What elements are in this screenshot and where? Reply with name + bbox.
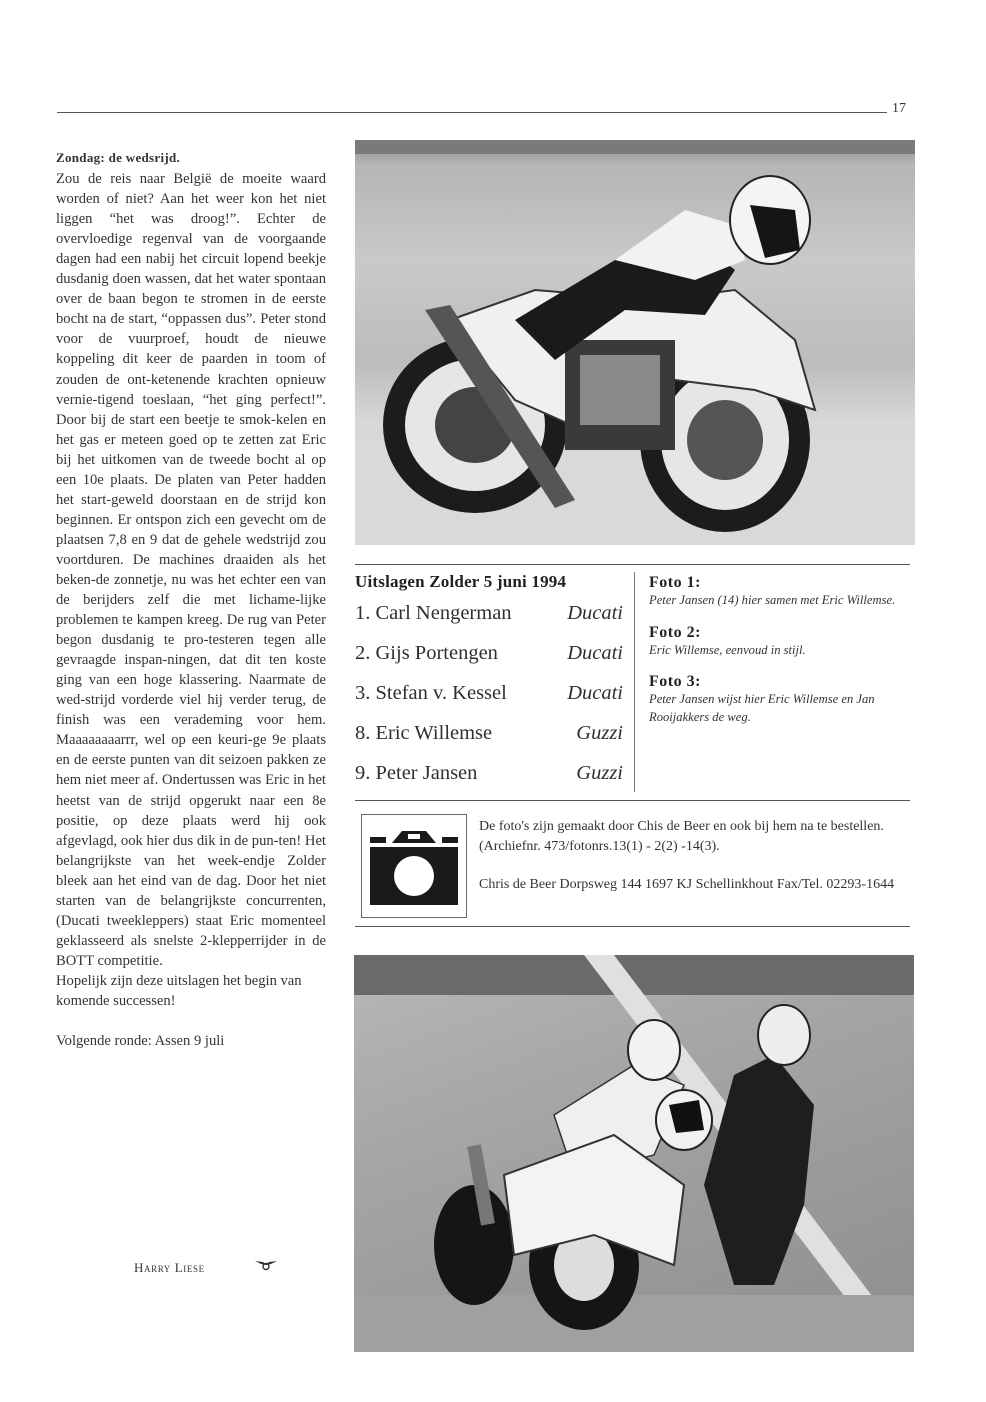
winged-logo-icon	[255, 1259, 277, 1271]
rider-name: 2. Gijs Portengen	[355, 642, 498, 664]
results-top-rule	[355, 564, 910, 565]
caption-text: Peter Jansen wijst hier Eric Willemse en Jan Rooijakkers de weg.	[649, 692, 875, 724]
photo-credits	[479, 817, 919, 913]
credits-bottom-rule	[355, 926, 910, 927]
results-row	[355, 680, 623, 720]
rider-name: 8. Eric Willemse	[355, 722, 493, 744]
caption-title: Foto 2:	[649, 623, 701, 641]
caption-foto-1	[649, 574, 911, 610]
caption-foto-3	[649, 673, 911, 726]
camera-icon	[362, 815, 466, 917]
header-rule	[57, 112, 887, 113]
rider-brand: Guzzi	[576, 762, 623, 784]
caption-title: Foto 3:	[649, 673, 701, 690]
column-divider	[634, 572, 635, 792]
results-title: Uitslagen Zolder 5 juni 1994	[355, 572, 567, 591]
caption-text: Peter Jansen (14) hier samen met Eric Willemse.	[649, 593, 896, 607]
results-bottom-rule	[355, 800, 910, 801]
rider-name: 9. Peter Jansen	[355, 762, 478, 784]
credits-line-2: Chris de Beer Dorpsweg 144 1697 KJ Schellinkhout Fax/Tel. 02293-1644	[479, 877, 895, 892]
article-body	[56, 148, 326, 1051]
photo-captions	[649, 574, 911, 740]
rider-name: 3. Stefan v. Kessel	[355, 682, 507, 704]
rider-name: 1. Carl Nengerman	[355, 602, 512, 624]
next-round: Volgende ronde: Assen 9 juli	[56, 1033, 225, 1050]
results-row	[355, 640, 623, 680]
rider-brand: Guzzi	[576, 722, 623, 744]
photo-1-motorcycle-rider	[355, 140, 915, 545]
caption-text: Eric Willemse, eenvoud in stijl.	[649, 642, 806, 657]
rider-brand: Ducati	[567, 602, 623, 624]
article-heading: Zondag: de wedsrijd.	[56, 150, 181, 165]
results-row	[355, 600, 623, 640]
results-row	[355, 760, 623, 800]
caption-title: Foto 1:	[649, 574, 701, 591]
article-paragraph: Zou de reis naar België de moeite waard worden of niet? Aan het weer kon het niet liggen “het was droog!”. Echter de overvloedige regenval van de voorgaande dagen had een nabij het circuit lopend beekje dusdanig doen wassen, dat het water spontaan over de baan begon te stromen in de eerste bocht na de start, “oppassen dus”. Peter stond voor de vuurproef, houdt de nieuwe koppeling dit keer de paarden in toom of zouden de ont-ketenende krachten opnieuw vernie-tigend toeslaan, “het ging perfect!”. Door bij de start een beetje te smok-kelen en het gas er meteen goed op te zetten zat Eric bij het uitkomen van de tweede bocht al op een 10e plaats. De platen van Peter hadden het start-geweld doorstaan en de strijd kon beginnen. Er ontspon zich een gevecht om de plaatsen 7,8 en 9 dat de gehele wedstrijd zou voortduren. De machines draaiden als het beken-de zonnetje, nu was het echter een van de berijders zelf die met lichame-lijke problemen te kampen kreeg. De rug van Peter begon dusdanig te pro-testeren tegen alle gevraagde inspan-ningen, dat dit ten koste ging van een hoge klassering. Naarmate de wed-strijd vorderde viel hij verder terug, de finish was een verademing voor hem. Maaaaaaaarrr, wel op een keuri-ge 9e plaats en de eerste punten van dit seizoen pakken ze hem niet meer af. Ondertussen was Eric in het heetst van de strijd opgerukt naar een 8e positie, op deze plaats werd hij ook afgevlagd, ook hier dus dik in de pun-ten! Het belangrijkste van het week-endje Zolder bleek aan het eind van de dag. Door het niet starten van de belangrijkste concurrenten, (Ducati tweekleppers) staat Eric momenteel geklasseerd als snelste 2-klepperrijder in de BOTT competitie.	[56, 171, 326, 969]
results-table	[355, 572, 623, 800]
rider-brand: Ducati	[567, 682, 623, 704]
credits-line-1: De foto's zijn gemaakt door Chis de Beer en ook bij hem na te bestellen. (Archiefnr. 473/fotonrs.13(1) - 2(2) -14(3).	[479, 819, 884, 854]
results-row	[355, 720, 623, 760]
author-byline: Harry Liese	[134, 1260, 205, 1275]
page-number: 17	[892, 101, 906, 116]
photo-3-three-riders	[354, 955, 914, 1352]
camera-icon-box	[361, 814, 467, 918]
rider-brand: Ducati	[567, 642, 623, 664]
article-paragraph: Hopelijk zijn deze uitslagen het begin van komende successen!	[56, 972, 302, 1009]
caption-foto-2	[649, 624, 911, 660]
